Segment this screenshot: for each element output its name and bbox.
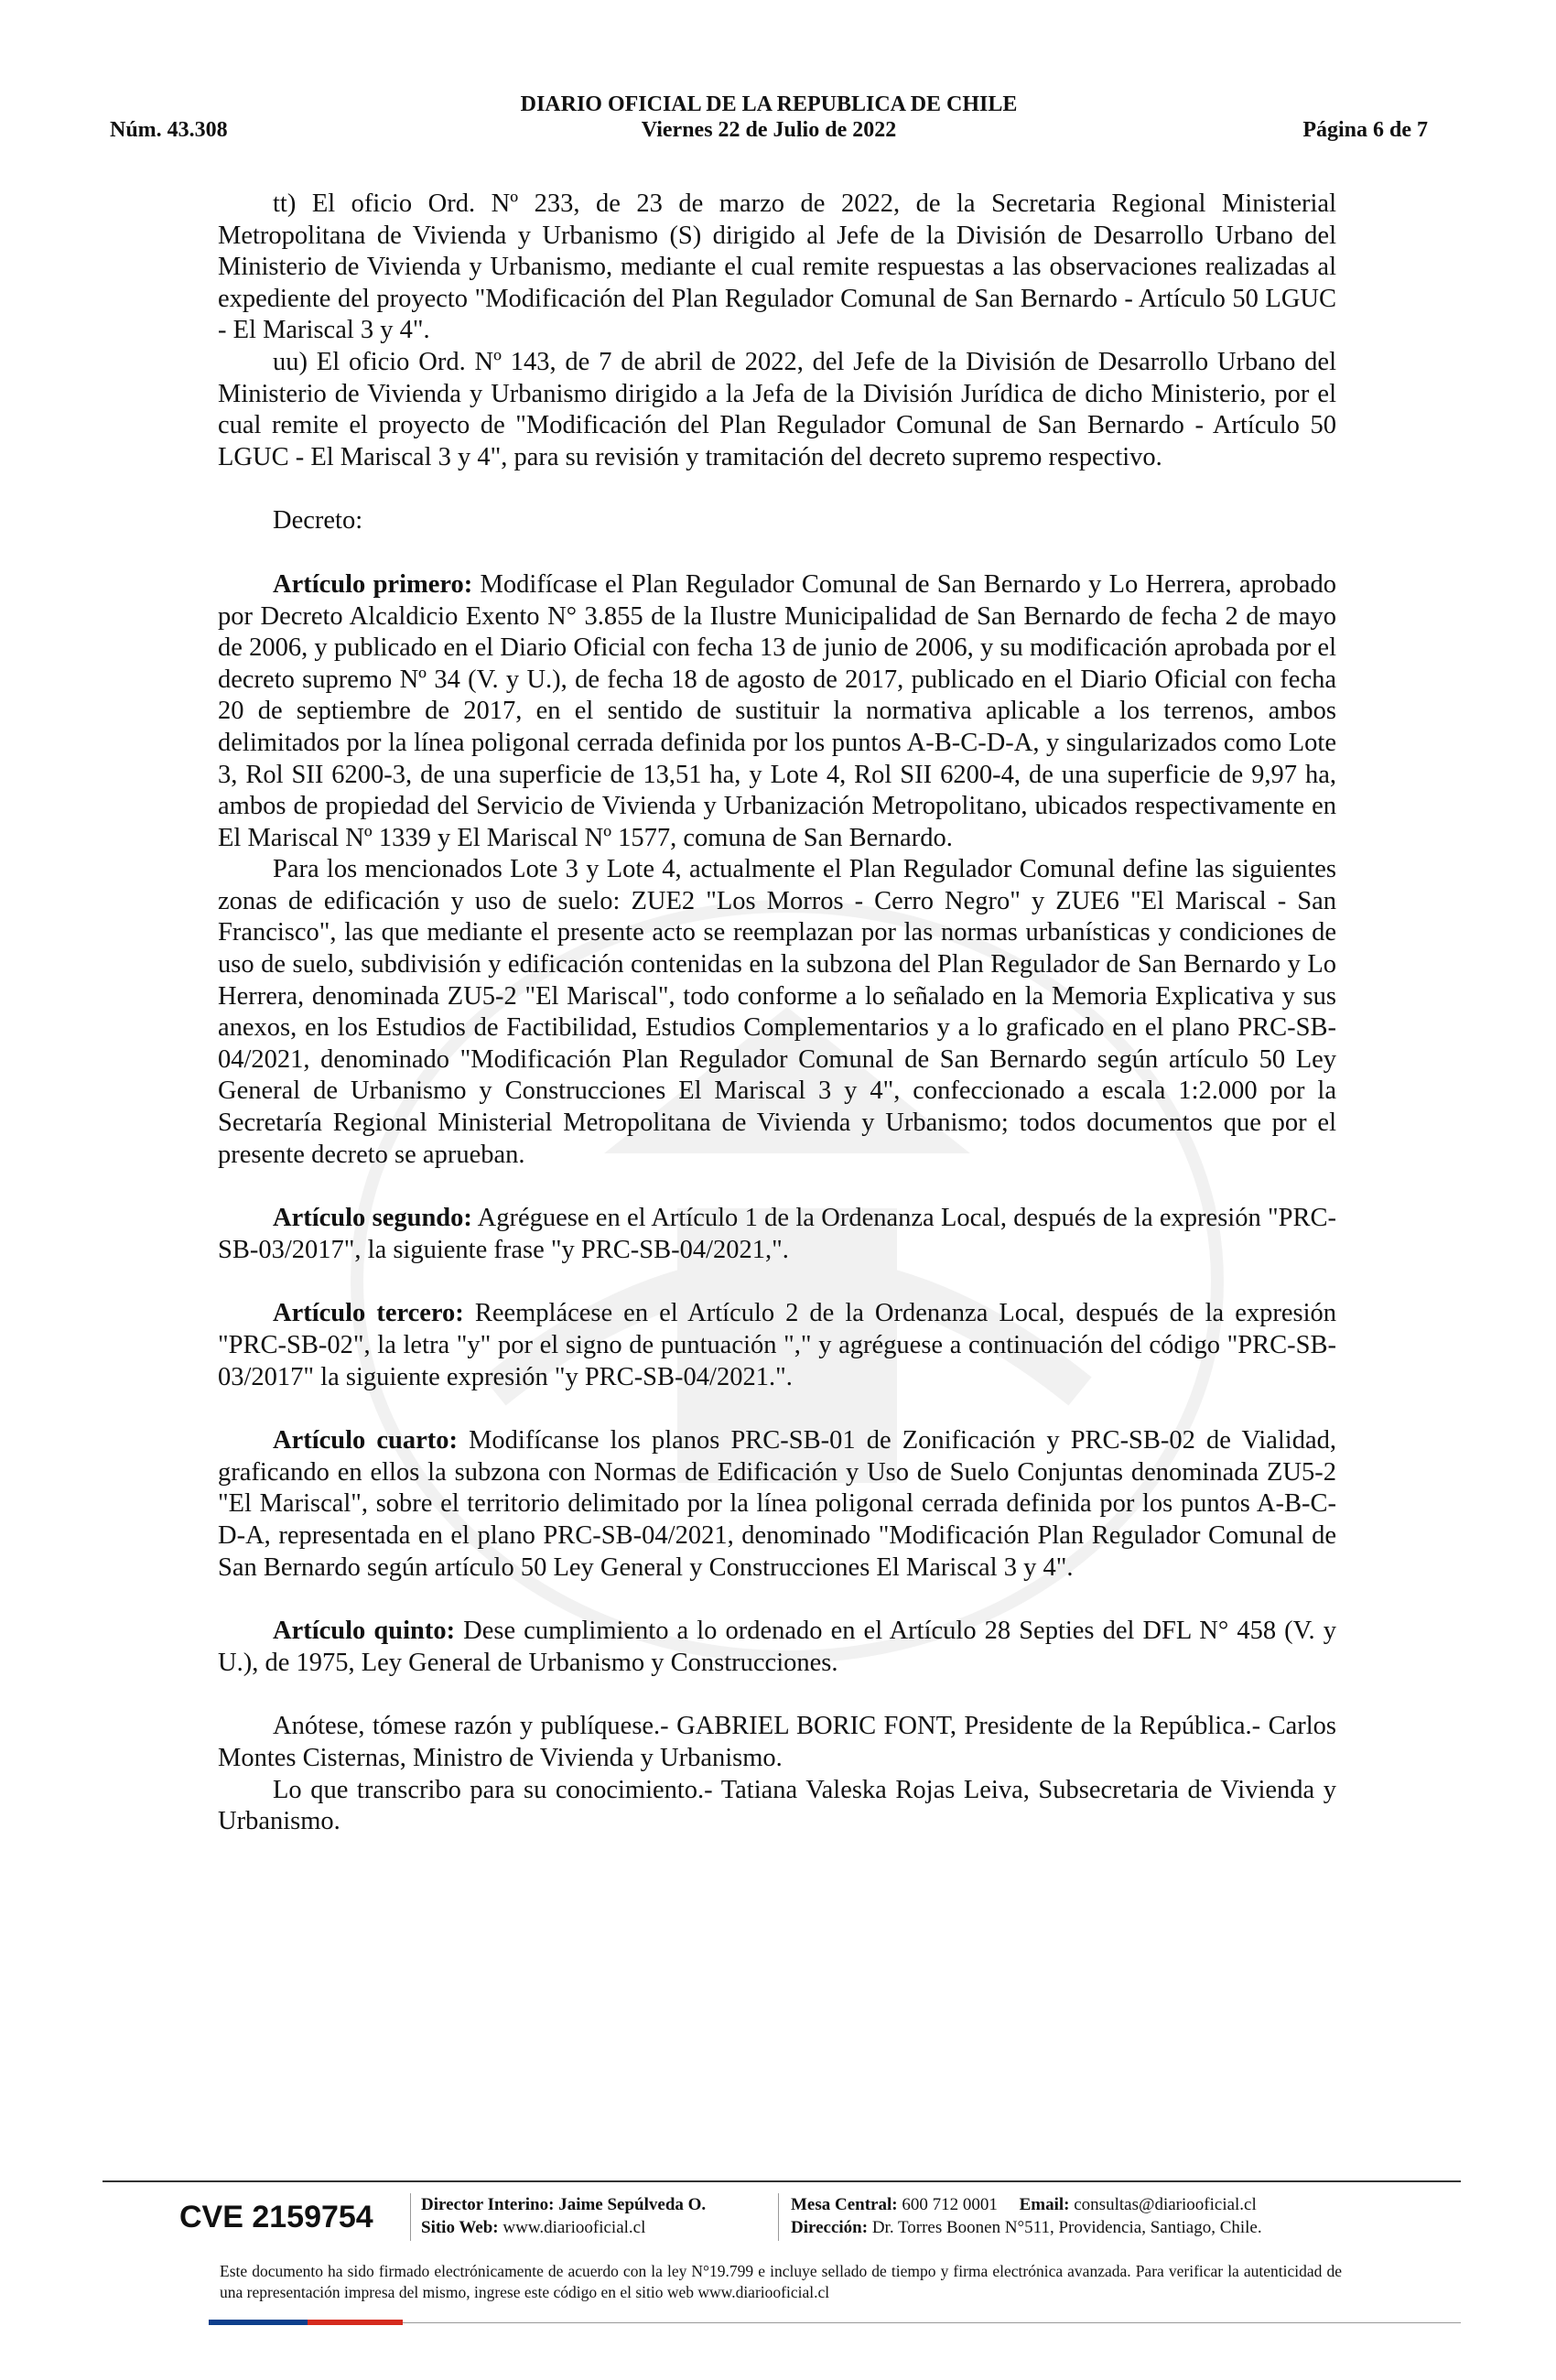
header-issue-number: Núm. 43.308 [110, 118, 228, 142]
header-date: Viernes 22 de Julio de 2022 [641, 118, 897, 142]
paragraph-uu: uu) El oficio Ord. Nº 143, de 7 de abril de 2022, del Jefe de la División de Desarrollo Urbano del Ministerio de Vivienda y Urbanismo dirigido a la Jefa de la División Jurídica de dicho Ministerio, por el cual remite el proyecto de "Modificación del Plan Regulador Comunal de San Bernardo - Artículo 50 LGUC - El Mariscal 3 y 4", para su revisión y tramitación del decreto supremo respectivo. [218, 347, 1336, 471]
article-3-label: Artículo tercero: [273, 1299, 464, 1328]
article-5-text: Dese cumplimiento a lo ordenado en el Artículo 28 Septies del DFL N° 458 (V. y U.), de 1975, Ley General de Urbanismo y Construcciones. [218, 1617, 1336, 1677]
article-1-label: Artículo primero: [273, 569, 473, 599]
article-4-text: Modifícanse los planos PRC-SB-01 de Zonificación y PRC-SB-02 de Vialidad, graficando en ellos la subzona con Normas de Edificación y Uso de Suelo Conjuntas denominada ZU5-2 "El Mariscal", sobre el territorio delimitado por la línea poligonal cerrada definida por los puntos A-B-C-D-A, representada en el plano PRC-SB-04/2021, denominado "Modificación Plan Regulador Comunal de San Bernardo según artículo 50 Ley General y Construcciones El Mariscal 3 y 4". [218, 1426, 1336, 1582]
article-3-text: Reemplácese en el Artículo 2 de la Ordenanza Local, después de la expresión "PRC-SB-02", la letra "y" por el signo de puntuación "," y agréguese a continuación del código "PRC-SB-03/2017" la siguiente expresión "y PRC-SB-04/2021.". [218, 1299, 1336, 1391]
footer-disclaimer: Este documento ha sido firmado electrónicamente de acuerdo con la ley N°19.799 e incluye sellado de tiempo y firma electrónica avanzada. Para verificar la autenticidad de una representación impresa del mismo, ingrese este código en el sitio web www.diariooficial.cl [220, 2262, 1342, 2301]
footer-divider [103, 2180, 1461, 2182]
mesa-central-value: 600 712 0001 [897, 2195, 998, 2214]
article-3 [218, 1298, 1336, 1393]
header-page-number: Página 6 de 7 [1302, 118, 1428, 142]
mesa-central-label: Mesa Central: [791, 2195, 898, 2214]
closing-signatures: Anótese, tómese razón y publíquese.- GABRIEL BORIC FONT, Presidente de la República.- Carlos Montes Cisternas, Ministro de Vivienda y Urbanismo. [218, 1712, 1336, 1772]
article-5-label: Artículo quinto: [273, 1617, 456, 1646]
footer-director-block [421, 2193, 706, 2239]
footer-contact-block [791, 2193, 1262, 2239]
article-4-label: Artículo cuarto: [273, 1426, 459, 1455]
flag-stripe-blue [209, 2320, 308, 2325]
closing-transcription: Lo que transcribo para su conocimiento.- Tatiana Valeska Rojas Leiva, Subsecretaria de Vivienda y Urbanismo. [218, 1775, 1336, 1836]
article-2 [218, 1203, 1336, 1266]
article-2-text: Agréguese en el Artículo 1 de la Ordenanza Local, después de la expresión "PRC-SB-03/2017", la siguiente frase "y PRC-SB-04/2021,". [218, 1204, 1337, 1264]
flag-stripe-red [308, 2320, 403, 2325]
footer-separator [778, 2193, 779, 2241]
footer-bottom-line [403, 2322, 1461, 2323]
document-body [218, 189, 1336, 1838]
address-value: Dr. Torres Boonen N°511, Providencia, Santiago, Chile. [868, 2218, 1262, 2237]
article-1-text: Modifícase el Plan Regulador Comunal de San Bernardo y Lo Herrera, aprobado por Decreto Alcaldicio Exento N° 3.855 de la Ilustre Municipalidad de San Bernardo de fecha 2 de mayo de 2006, y publicado en el Diario Oficial con fecha 13 de junio de 2006, y su modificación aprobada por el decreto supremo Nº 34 (V. y U.), de fecha 18 de agosto de 2017, publicado en el Diario Oficial con fecha 20 de septiembre de 2017, en el sentido de sustituir la normativa aplicable a los terrenos, ambos delimitados por la línea poligonal cerrada definida por los puntos A-B-C-D-A, y singularizados como Lote 3, Rol SII 6200-3, de una superficie de 13,51 ha, y Lote 4, Rol SII 6200-4, de una superficie de 9,97 ha, ambos de propiedad del Servicio de Vivienda y Urbanización Metropolitano, ubicados respectivamente en El Mariscal Nº 1339 y El Mariscal Nº 1577, comuna de San Bernardo. [218, 569, 1336, 852]
website-link[interactable]: www.diariooficial.cl [498, 2218, 646, 2237]
article-1-paragraph-2: Para los mencionados Lote 3 y Lote 4, actualmente el Plan Regulador Comunal define las siguientes zonas de edificación y uso de suelo: ZUE2 "Los Morros - Cerro Negro" y ZUE6 "El Mariscal - San Francisco", las que mediante el presente acto se reemplazan por las normas urbanísticas y condiciones de uso de suelo, subdivisión y edificación contenidas en la subzona del Plan Regulador de San Bernardo y Lo Herrera, denominada ZU5-2 "El Mariscal", todo conforme a lo señalado en la Memoria Explicativa y sus anexos, en los Estudios de Factibilidad, Estudios Complementarios y a lo graficado en el plano PRC-SB-04/2021, denominado "Modificación Plan Regulador Comunal de San Bernardo según artículo 50 Ley General de Urbanismo y Construcciones El Mariscal 3 y 4", confeccionado a escala 1:2.000 por la Secretaría Regional Ministerial Metropolitana de Vivienda y Urbanismo; todos documentos que por el presente decreto se aprueban. [218, 855, 1336, 1169]
article-1 [218, 569, 1336, 854]
article-5 [218, 1616, 1336, 1679]
decreto-heading: Decreto: [273, 506, 363, 536]
cve-code: CVE 2159754 [179, 2200, 373, 2234]
email-label: Email: [1019, 2195, 1070, 2214]
header-title: DIARIO OFICIAL DE LA REPUBLICA DE CHILE [520, 92, 1018, 116]
website-label: Sitio Web: [421, 2218, 499, 2237]
footer-separator [410, 2193, 411, 2241]
paragraph-tt: tt) El oficio Ord. Nº 233, de 23 de marzo de 2022, de la Secretaria Regional Ministerial Metropolitana de Vivienda y Urbanismo (S) dirigido al Jefe de la División de Desarrollo Urbano del Ministerio de Vivienda y Urbanismo, mediante el cual remite respuestas a las observaciones realizadas al expediente del proyecto "Modificación del Plan Regulador Comunal de San Bernardo - Artículo 50 LGUC - El Mariscal 3 y 4". [218, 189, 1336, 345]
address-label: Dirección: [791, 2218, 869, 2237]
director-label: Director Interino: Jaime Sepúlveda O. [421, 2195, 707, 2214]
email-link[interactable]: consultas@diariooficial.cl [1069, 2195, 1257, 2214]
header-center [110, 92, 1428, 143]
page-header [110, 92, 1428, 156]
article-2-label: Artículo segundo: [273, 1204, 472, 1233]
article-4 [218, 1425, 1336, 1584]
